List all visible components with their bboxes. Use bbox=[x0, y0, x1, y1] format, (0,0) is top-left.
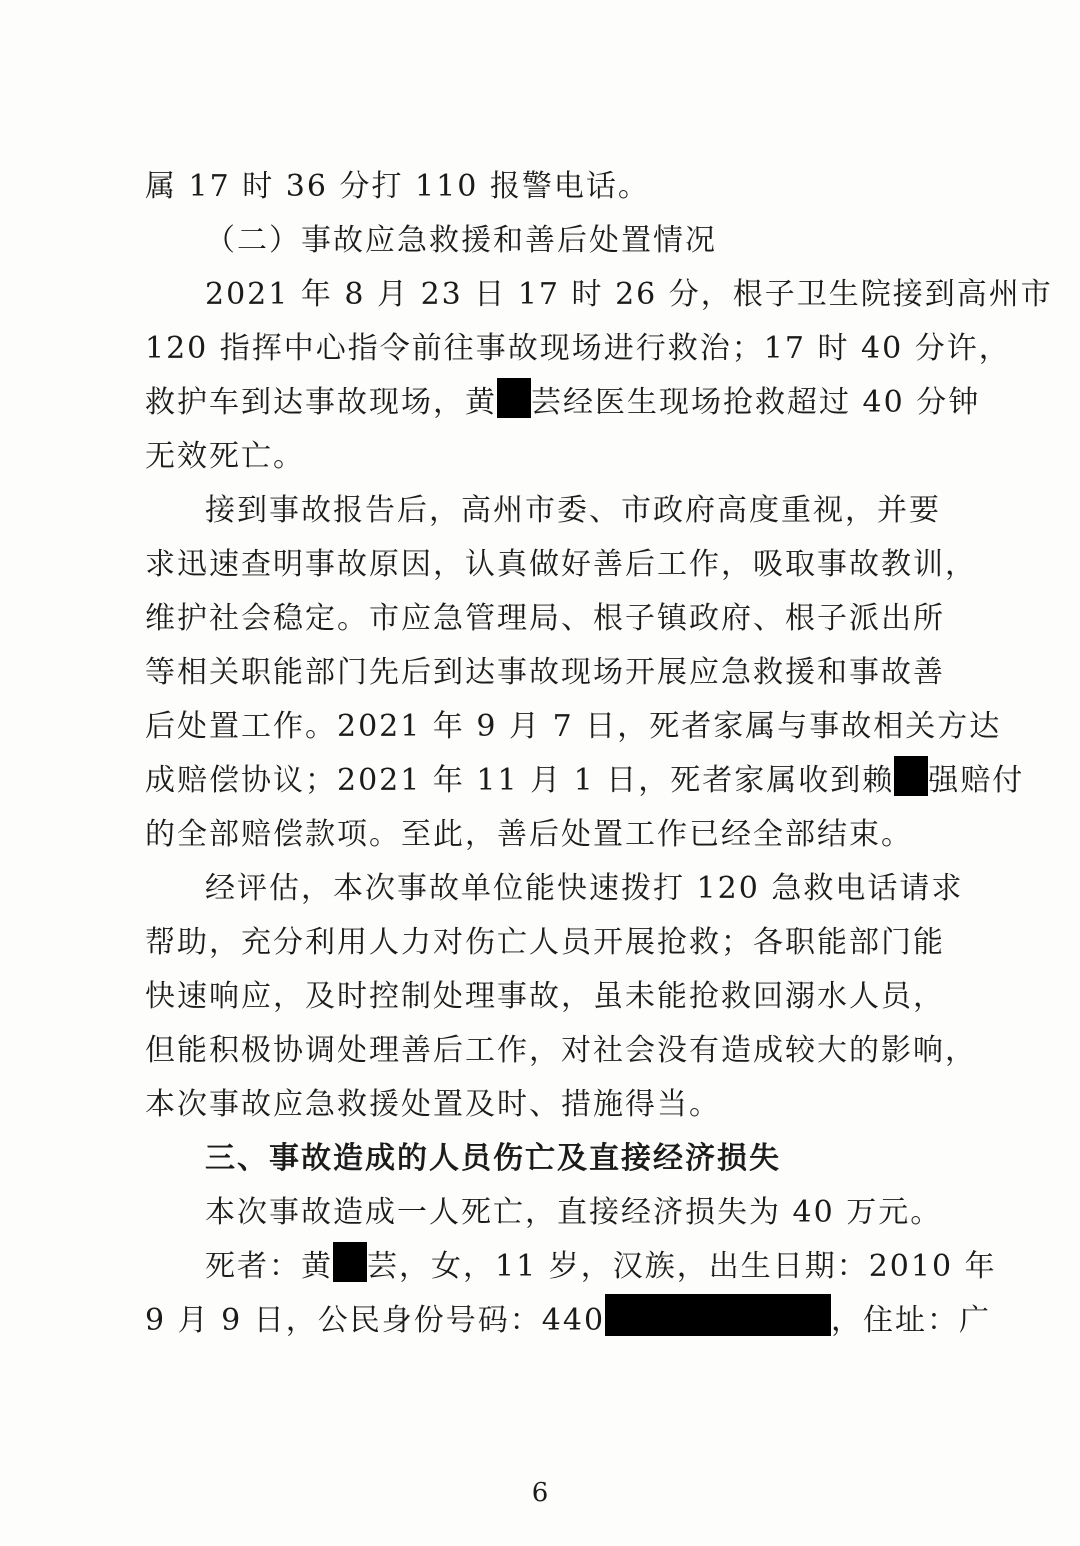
paragraph-rescue-timeline bbox=[145, 268, 1053, 484]
paragraph-line: 2021 年 8 月 23 日 17 时 26 分，根子卫生院接到高州市 bbox=[205, 277, 1053, 312]
paragraph-line: 快速响应，及时控制处理事故，虽未能抢救回溺水人员， bbox=[145, 979, 945, 1014]
redaction-block bbox=[333, 1242, 367, 1282]
paragraph-line: 维护社会稳定。市应急管理局、根子镇政府、根子派出所 bbox=[145, 601, 945, 636]
text-segment: 强赔付 bbox=[928, 763, 1025, 798]
text-segment: 死者：黄 bbox=[205, 1249, 333, 1284]
paragraph-line: 经评估，本次事故单位能快速拨打 120 急救电话请求 bbox=[205, 871, 964, 906]
paragraph-deceased-info bbox=[145, 1240, 997, 1348]
text-segment: 芸经医生现场抢救超过 40 分钟 bbox=[531, 385, 981, 420]
redaction-block bbox=[497, 378, 531, 418]
paragraph-line: 求迅速查明事故原因，认真做好善后工作，吸取事故教训， bbox=[145, 547, 977, 582]
redaction-block bbox=[894, 756, 928, 796]
text-segment: 芸，女，11 岁，汉族，出生日期：2010 年 bbox=[367, 1249, 997, 1284]
paragraph-aftermath bbox=[145, 484, 1025, 862]
paragraph-line bbox=[145, 376, 981, 430]
redaction-block bbox=[605, 1294, 831, 1336]
paragraph-line bbox=[145, 754, 1025, 808]
subsection-title: （二）事故应急救援和善后处置情况 bbox=[205, 223, 717, 258]
paragraph-assessment bbox=[145, 862, 977, 1132]
text-segment: ，住址：广 bbox=[831, 1303, 992, 1338]
paragraph-line: 的全部赔偿款项。至此，善后处置工作已经全部结束。 bbox=[145, 817, 913, 852]
paragraph-line: 后处置工作。2021 年 9 月 7 日，死者家属与事故相关方达 bbox=[145, 709, 1002, 744]
paragraph-casualty-summary: 本次事故造成一人死亡，直接经济损失为 40 万元。 bbox=[205, 1195, 943, 1230]
paragraph-line: 等相关职能部门先后到达事故现场开展应急救援和事故善 bbox=[145, 655, 945, 690]
text-segment: 救护车到达事故现场，黄 bbox=[145, 385, 497, 420]
paragraph-line: 120 指挥中心指令前往事故现场进行救治；17 时 40 分许， bbox=[145, 331, 1011, 366]
text-segment: 成赔偿协议；2021 年 11 月 1 日，死者家属收到赖 bbox=[145, 763, 895, 798]
document-body bbox=[145, 160, 1053, 1348]
paragraph-line bbox=[145, 1240, 997, 1294]
page-number: 6 bbox=[531, 1478, 549, 1508]
paragraph-line: 帮助，充分利用人力对伤亡人员开展抢救；各职能部门能 bbox=[145, 925, 945, 960]
paragraph-line: 无效死亡。 bbox=[145, 439, 305, 474]
paragraph-line: 本次事故应急救援处置及时、措施得当。 bbox=[145, 1087, 721, 1122]
paragraph-line bbox=[145, 1294, 992, 1348]
continuation-line: 属 17 时 36 分打 110 报警电话。 bbox=[145, 169, 650, 204]
text-segment: 9 月 9 日，公民身份号码：440 bbox=[145, 1303, 606, 1338]
paragraph-line: 接到事故报告后，高州市委、市政府高度重视，并要 bbox=[205, 493, 941, 528]
paragraph-line: 但能积极协调处理善后工作，对社会没有造成较大的影响， bbox=[145, 1033, 977, 1068]
section-heading: 三、事故造成的人员伤亡及直接经济损失 bbox=[205, 1141, 781, 1176]
